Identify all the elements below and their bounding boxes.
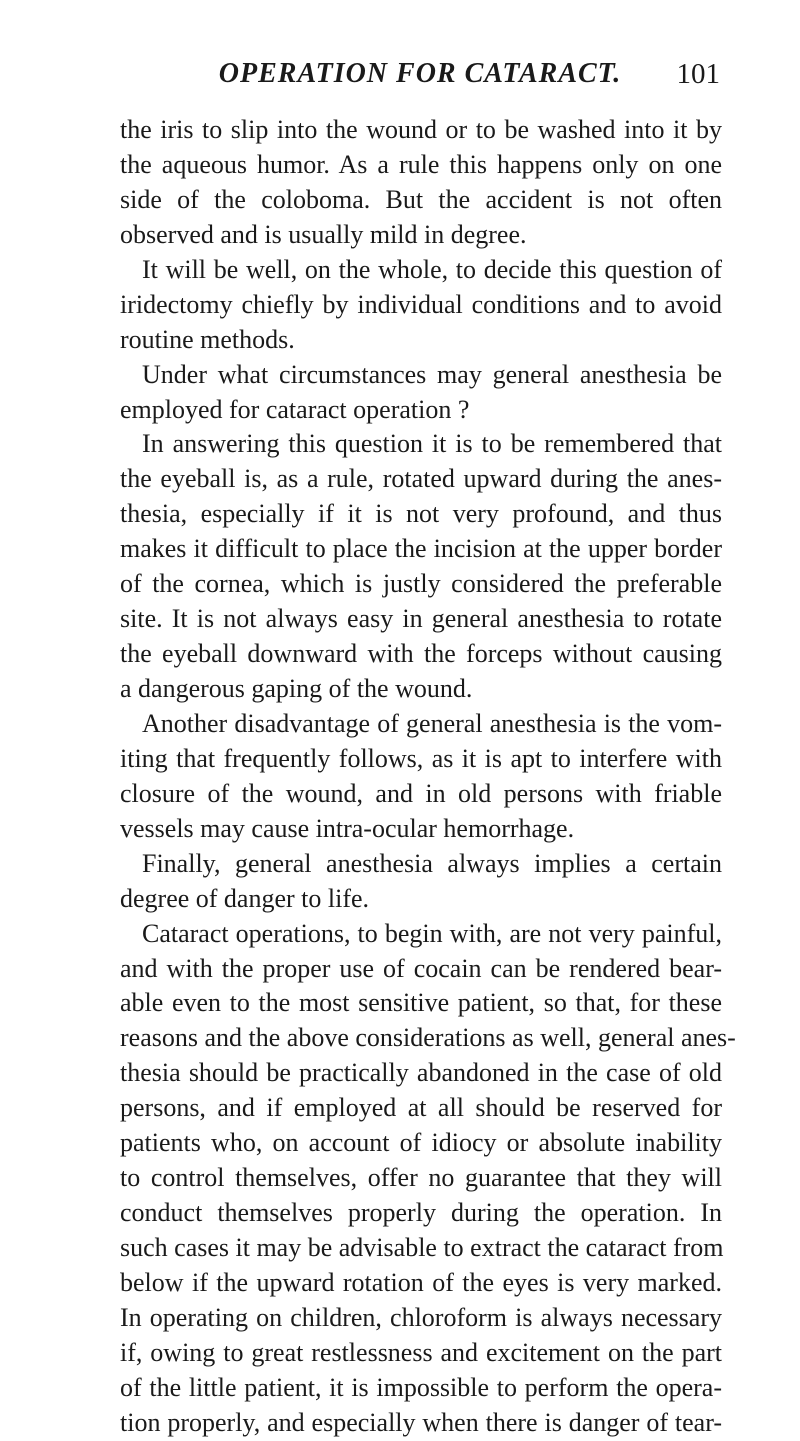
text-line: persons, and if employed at all should be reserved for xyxy=(120,1093,722,1123)
text-line: the aqueous humor. As a rule this happens only on one xyxy=(120,149,722,179)
text-line: below if the upward rotation of the eyes is very marked. xyxy=(120,1267,722,1297)
text-line: degree of danger to life. xyxy=(120,883,370,913)
text-line: observed and is usually mild in degree. xyxy=(120,219,527,249)
text-line: thesia should be practically abandoned in the case of old xyxy=(120,1058,722,1088)
text-line: able even to the most sensitive patient, so that, for these xyxy=(120,988,722,1018)
text-line: In operating on children, chloroform is always necessary xyxy=(120,1302,722,1332)
text-line: makes it difficult to place the incision at the upper border xyxy=(120,534,722,564)
text-line: reasons and the above considerations as well, general anes- xyxy=(120,1023,736,1053)
body-text xyxy=(120,113,736,1441)
text-line: the eyeball is, as a rule, rotated upward during the anes- xyxy=(120,464,722,494)
text-line: patients who, on account of idiocy or absolute inability xyxy=(120,1128,722,1158)
text-line: closure of the wound, and in old persons with friable xyxy=(120,778,722,808)
text-line: In answering this question it is to be remembered that xyxy=(142,429,722,459)
text-line: tion properly, and especially when there is danger of tear- xyxy=(120,1407,722,1437)
text-line: and with the proper use of cocain can be rendered bear- xyxy=(120,953,722,983)
text-line: if, owing to great restlessness and excitement on the part xyxy=(120,1337,722,1367)
text-line: Another disadvantage of general anesthesia is the vom- xyxy=(142,708,722,738)
page-number: 101 xyxy=(676,58,720,90)
running-head xyxy=(120,58,720,98)
running-title: OPERATION FOR CATARACT. xyxy=(218,58,622,89)
text-line: site. It is not always easy in general anesthesia to rotate xyxy=(120,604,722,634)
text-line: side of the coloboma. But the accident is not often xyxy=(120,184,722,214)
text-line: the iris to slip into the wound or to be washed into it by xyxy=(120,115,722,144)
text-line: a dangerous gaping of the wound. xyxy=(120,674,473,703)
text-line: to control themselves, offer no guarantee that they will xyxy=(120,1163,722,1193)
text-line: It will be well, on the whole, to decide this question of xyxy=(142,254,722,284)
text-line: such cases it may be advisable to extract the cataract from xyxy=(120,1233,724,1262)
text-line: Under what circumstances may general anesthesia be xyxy=(142,359,722,389)
text-line: iridectomy chiefly by individual conditions and to avoid xyxy=(120,289,722,319)
text-line: Cataract operations, to begin with, are not very painful, xyxy=(142,918,722,948)
text-line: employed for cataract operation ? xyxy=(120,394,470,424)
text-line: of the cornea, which is justly considered the preferable xyxy=(120,569,722,599)
text-line: the eyeball downward with the forceps without causing xyxy=(120,639,722,669)
text-line: thesia, especially if it is not very profound, and thus xyxy=(120,499,722,529)
text-line: vessels may cause intra-ocular hemorrhage. xyxy=(120,813,575,843)
text-line: of the little patient, it is impossible to perform the opera- xyxy=(120,1372,722,1402)
text-line: iting that frequently follows, as it is apt to interfere with xyxy=(120,743,722,773)
text-line: Finally, general anesthesia always implies a certain xyxy=(142,848,722,878)
text-line: routine methods. xyxy=(120,324,295,354)
text-line: conduct themselves properly during the operation. In xyxy=(120,1198,722,1228)
